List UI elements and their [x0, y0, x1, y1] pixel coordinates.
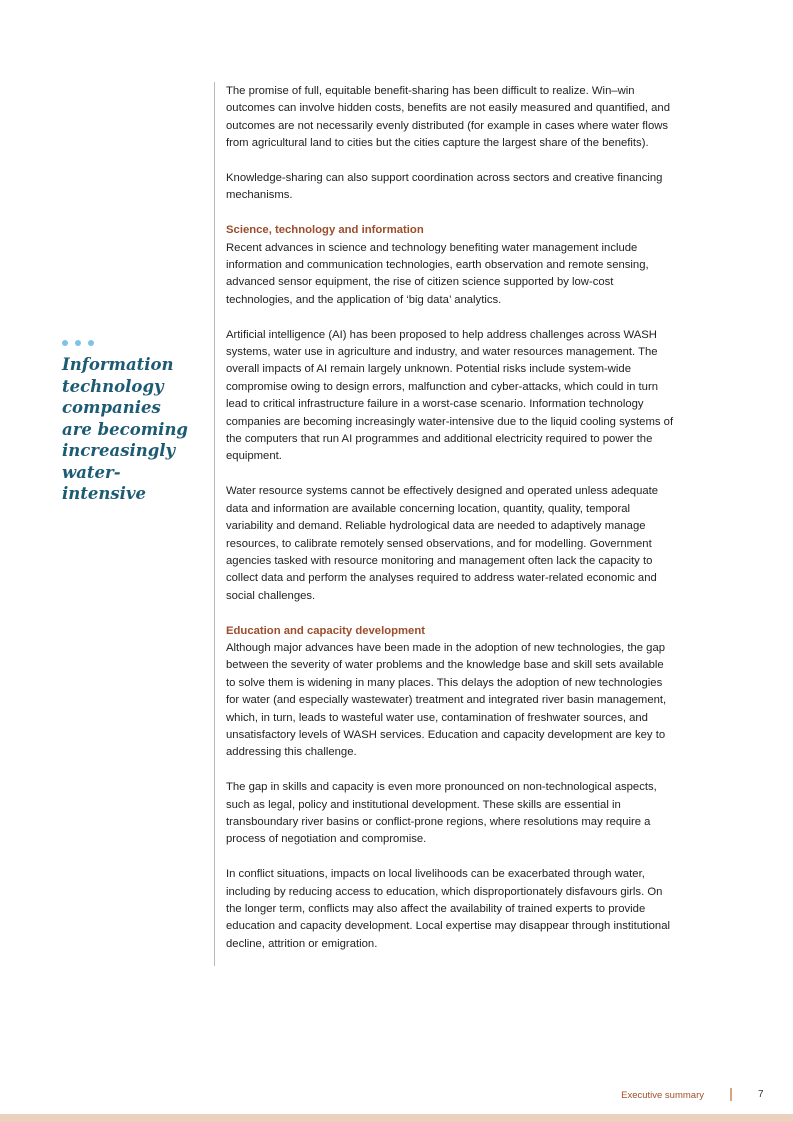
- paragraph-conflict: In conflict situations, impacts on local livelihoods can be exacerbated through water, including by reducing access to education, which disproportionately disfavours girls. On the longer term, conflicts may also affect the availability of trained experts to provide education and capacity development. Local expertise may disappear through institutional decline, attrition or emigration.: [226, 868, 670, 950]
- footer-divider: [730, 1088, 732, 1101]
- three-dots-icon: [62, 340, 94, 346]
- pull-quote-line: are becoming: [62, 419, 188, 439]
- pull-quote-line: companies: [62, 398, 161, 417]
- paragraph-science-advances: Recent advances in science and technology benefiting water management include information and communication technologies, earth observation and remote sensing, advanced sensor equipment, the rise of citizen science supported by low-cost technologies, and the application of ‘big data’ analytics.: [226, 241, 649, 306]
- dot: [62, 340, 68, 346]
- pull-quote-line: water-intensive: [62, 462, 147, 503]
- bottom-band: [0, 1114, 793, 1122]
- section-heading-education: Education and capacity development: [226, 624, 425, 637]
- paragraph-knowledge-sharing: Knowledge-sharing can also support coordination across sectors and creative financing mechanisms.: [226, 172, 663, 202]
- section-heading-science: Science, technology and information: [226, 224, 424, 237]
- paragraph-water-data: Water resource systems cannot be effectively designed and operated unless adequate data and information are available concerning location, quantity, quality, temporal variability and demand. Reliable hydrological data are needed to adaptively manage resources, to calibrate remotely sensed observations, and for modelling. Government agencies tasked with resource monitoring and management often lack the capacity to collect data and perform the analyses required to address water-related economic and social challenges.: [226, 485, 659, 602]
- pull-quote-line: Information: [62, 355, 174, 374]
- page-number: 7: [758, 1089, 764, 1100]
- pull-quote: [62, 354, 202, 505]
- main-text-column: [226, 83, 676, 971]
- dot: [88, 340, 94, 346]
- pull-quote-line: technology: [62, 376, 164, 396]
- paragraph-non-technological: The gap in skills and capacity is even more pronounced on non-technological aspects, such as legal, policy and institutional development. These skills are essential in transboundary river basins or conflict-prone regions, where resolutions may require a process of negotiation and compromise.: [226, 781, 657, 846]
- paragraph-benefit-sharing: The promise of full, equitable benefit-sharing has been difficult to realize. Win–win outcomes can involve hidden costs, benefits are not easily measured and quantified, and outcomes are not necessarily evenly distributed (for example in cases where water flows from agricultural land to cities but the cities capture the largest share of the benefits).: [226, 85, 670, 150]
- paragraph-skills-gap: Although major advances have been made in the adoption of new technologies, the gap between the severity of water problems and the knowledge base and skill sets available to solve them is widening in many places. This delays the adoption of new technologies for water (and especially wastewater) treatment and integrated river basin management, which, in turn, leads to wasteful water use, contamination of freshwater sources, and unsatisfactory levels of WASH services. Education and capacity development are key to addressing this challenge.: [226, 641, 667, 759]
- paragraph-artificial-intelligence: Artificial intelligence (AI) has been proposed to help address challenges across WASH systems, water use in agriculture and industry, and water resources management. The overall impacts of AI remain largely unknown. Potential risks include system-wide compromise owing to design errors, malfunction and cyber-attacks, which could in turn lead to critical infrastructure failure in a worst-case scenario. Information technology companies are becoming increasingly water-intensive due to the liquid cooling systems of the computers that run AI programmes and additional electricity required to power the equipment.: [226, 328, 674, 463]
- vertical-divider: [214, 82, 215, 966]
- dot: [75, 340, 81, 346]
- footer-section-label: Executive summary: [621, 1090, 704, 1101]
- pull-quote-line: increasingly: [62, 441, 176, 460]
